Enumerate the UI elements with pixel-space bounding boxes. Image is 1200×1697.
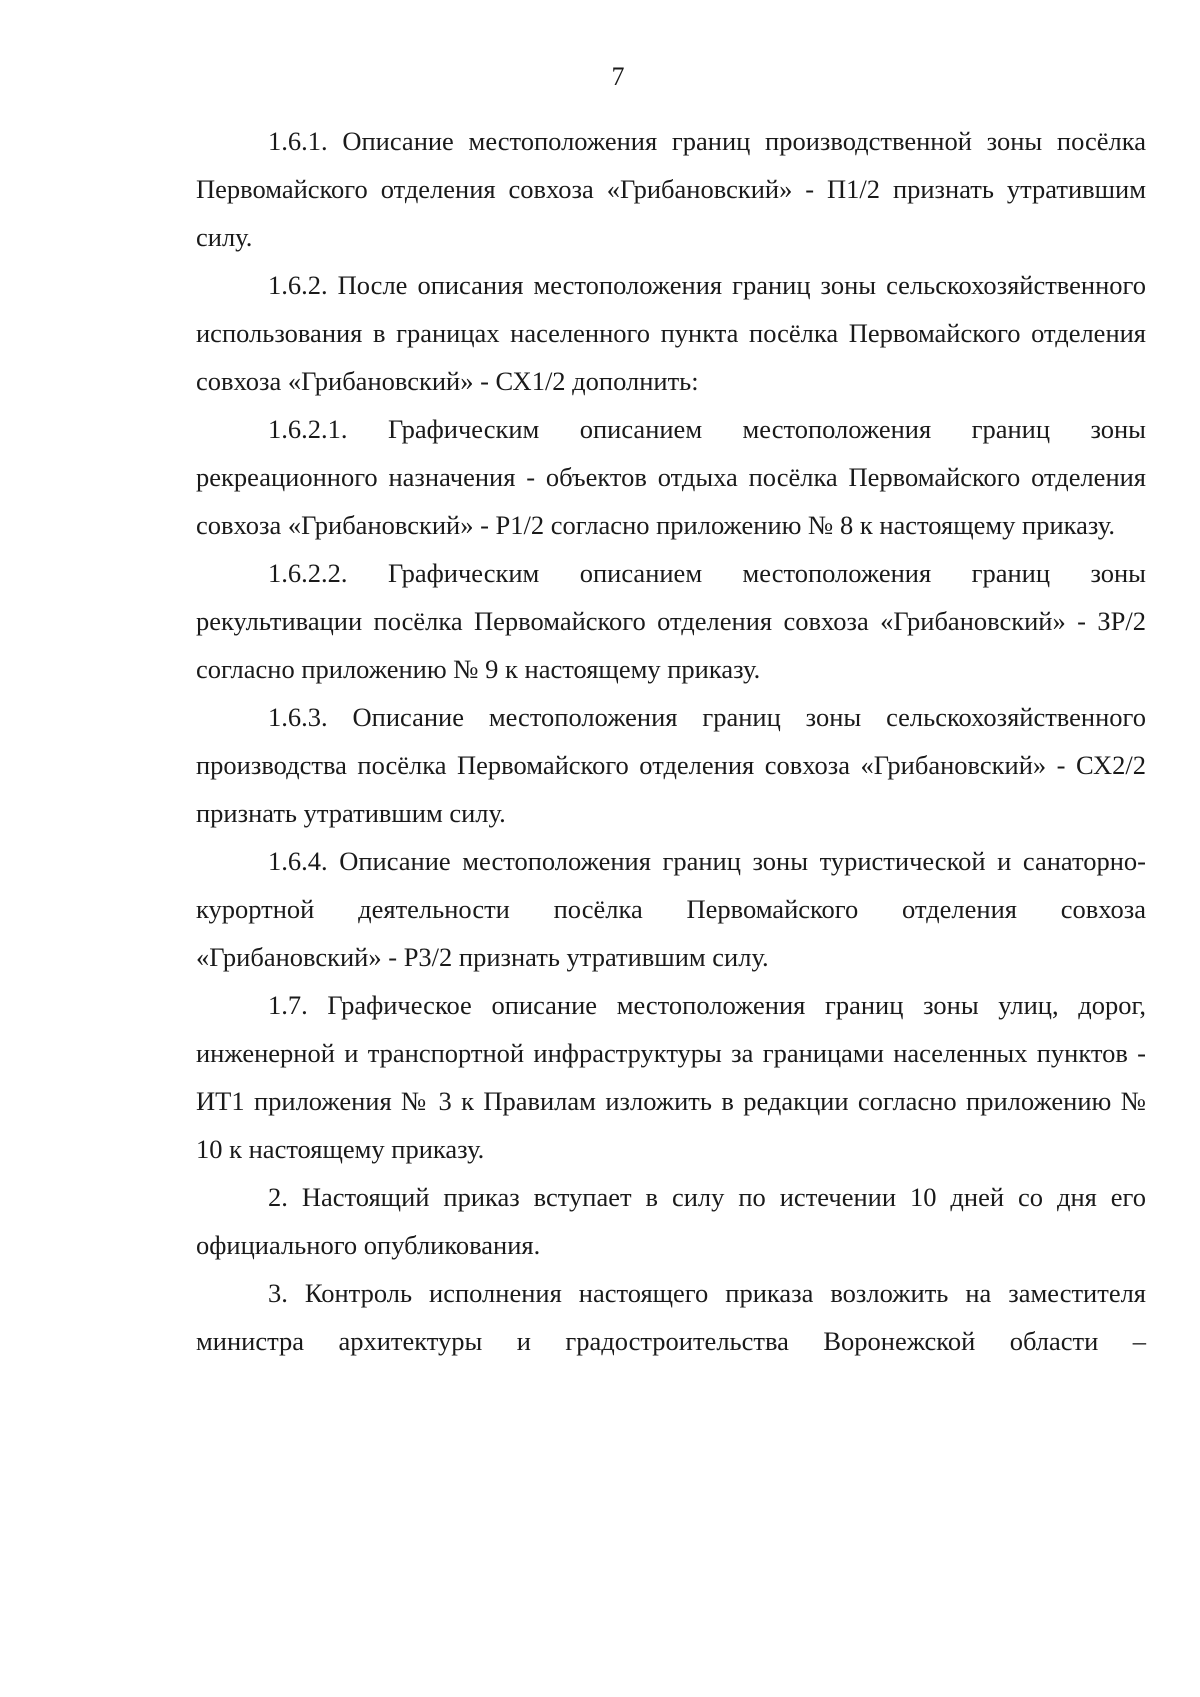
paragraph-2: 2. Настоящий приказ вступает в силу по истечении 10 дней со дня его официального опубликования. <box>196 1182 1146 1260</box>
paragraph-3: 3. Контроль исполнения настоящего приказа возложить на заместителя министра архитектуры и градостроительства Воронежской области – <box>196 1278 1146 1356</box>
paragraph-1-6-2-1: 1.6.2.1. Графическим описанием местоположения границ зоны рекреационного назначения - объектов отдыха посёлка Первомайского отделения совхоза «Грибановский» - Р1/2 согласно приложению № 8 к настоящему приказу. <box>196 414 1146 540</box>
paragraph-1-6-2: 1.6.2. После описания местоположения границ зоны сельскохозяйственного использования в границах населенного пункта посёлка Первомайского отделения совхоза «Грибановский» - СХ1/2 дополнить: <box>196 270 1146 396</box>
document-body <box>196 117 1146 1365</box>
paragraph-1-7: 1.7. Графическое описание местоположения границ зоны улиц, дорог, инженерной и транспортной инфраструктуры за границами населенных пунктов - ИТ1 приложения № 3 к Правилам изложить в редакции согласно приложению № 10 к настоящему приказу. <box>196 990 1146 1164</box>
paragraph-1-6-2-2: 1.6.2.2. Графическим описанием местоположения границ зоны рекультивации посёлка Первомайского отделения совхоза «Грибановский» - ЗР/2 согласно приложению № 9 к настоящему приказу. <box>196 558 1146 684</box>
paragraph-1-6-4: 1.6.4. Описание местоположения границ зоны туристической и санаторно-курортной деятельности посёлка Первомайского отделения совхоза «Грибановский» - Р3/2 признать утратившим силу. <box>196 846 1146 972</box>
paragraph-1-6-1: 1.6.1. Описание местоположения границ производственной зоны посёлка Первомайского отделения совхоза «Грибановский» - П1/2 признать утратившим силу. <box>196 126 1146 252</box>
paragraph-1-6-3: 1.6.3. Описание местоположения границ зоны сельскохозяйственного производства посёлка Первомайского отделения совхоза «Грибановский» - СХ2/2 признать утратившим силу. <box>196 702 1146 828</box>
page-number: 7 <box>611 62 625 91</box>
